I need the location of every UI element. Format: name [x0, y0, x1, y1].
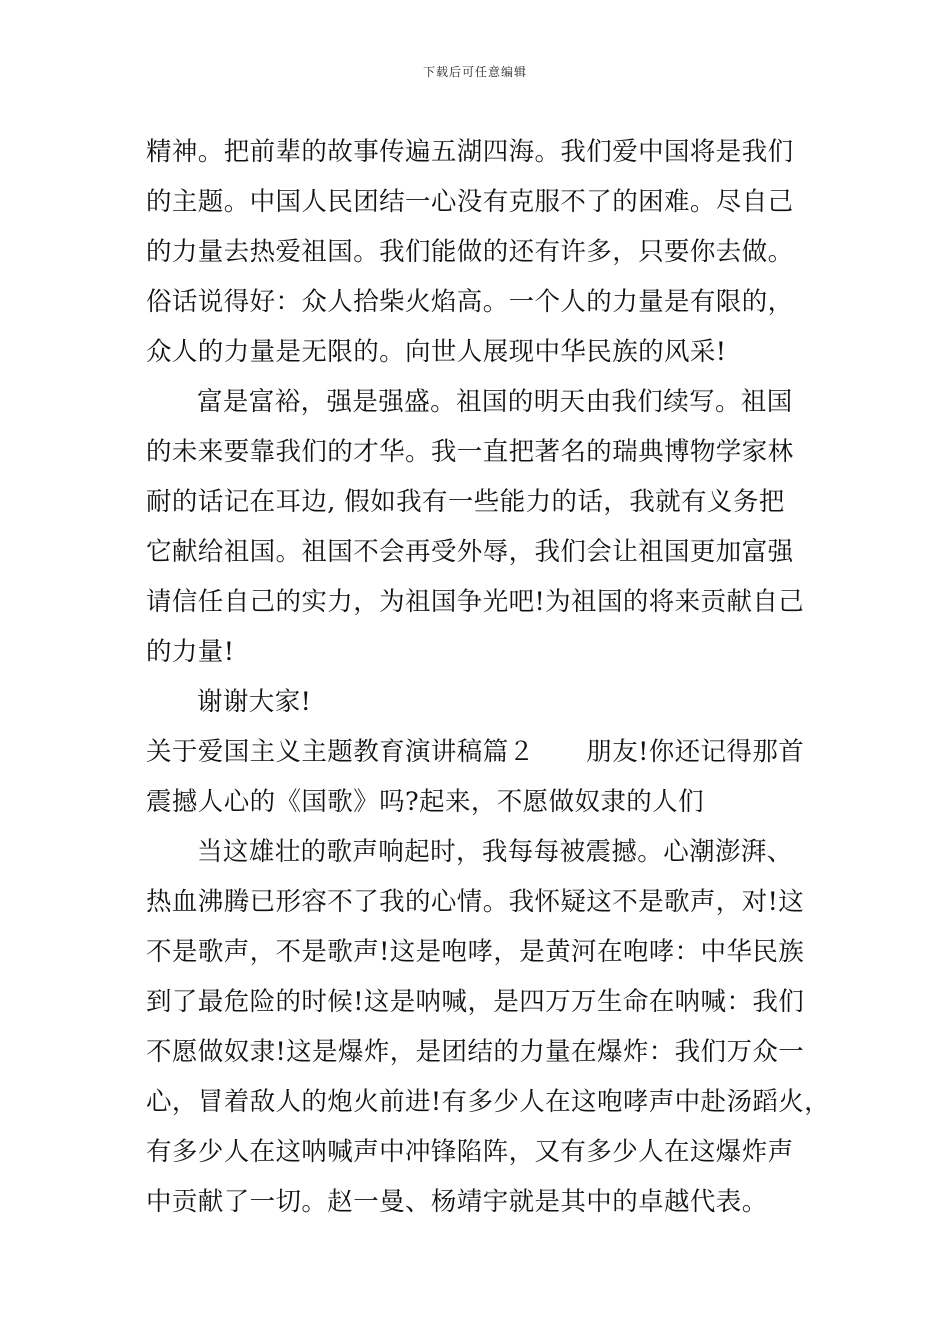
- text-line: 中贡献了一切。赵一曼、杨靖宇就是其中的卓越代表。: [146, 1187, 768, 1217]
- text-line: 心，冒着敌人的炮火前进!有多少人在这咆哮声中赴汤蹈火，: [146, 1087, 831, 1117]
- text-line: 俗话说得好：众人拾柴火焰高。一个人的力量是有限的，: [146, 287, 794, 317]
- text-line: 精神。把前辈的故事传遍五湖四海。我们爱中国将是我们: [146, 137, 794, 167]
- text-line: 耐的话记在耳边, 假如我有一些能力的话，我就有义务把: [146, 487, 785, 517]
- text-line-paragraph-start: 当这雄壮的歌声响起时，我每每被震撼。心潮澎湃、: [197, 837, 793, 867]
- text-line: 的力量去热爱祖国。我们能做的还有许多，只要你去做。: [146, 237, 794, 267]
- text-line: 不愿做奴隶!这是爆炸，是团结的力量在爆炸：我们万众一: [146, 1037, 805, 1067]
- section-heading-line: 关于爱国主义主题教育演讲稿篇２ 朋友!你还记得那首: [146, 737, 805, 767]
- text-line: 的主题。中国人民团结一心没有克服不了的困难。尽自己: [146, 187, 794, 217]
- text-line: 有多少人在这呐喊声中冲锋陷阵，又有多少人在这爆炸声: [146, 1137, 794, 1167]
- text-line-paragraph-start: 富是富裕，强是强盛。祖国的明天由我们续写。祖国: [197, 387, 793, 417]
- text-line: 它献给祖国。祖国不会再受外辱，我们会让祖国更加富强: [146, 537, 794, 567]
- text-line: 到了最危险的时候!这是呐喊，是四万万生命在呐喊：我们: [146, 987, 805, 1017]
- text-line-closing: 谢谢大家!: [197, 687, 312, 717]
- document-body: [146, 127, 836, 1227]
- text-line: 震撼人心的《国歌》吗?起来，不愿做奴隶的人们: [146, 787, 704, 817]
- text-line: 热血沸腾已形容不了我的心情。我怀疑这不是歌声，对!这: [146, 887, 805, 917]
- page-header-note: 下载后可任意编辑: [422, 65, 527, 79]
- text-line: 请信任自己的实力，为祖国争光吧!为祖国的将来贡献自己: [146, 587, 805, 617]
- text-line: 众人的力量是无限的。向世人展现中华民族的风采!: [146, 337, 727, 367]
- text-line: 的未来要靠我们的才华。我一直把著名的瑞典博物学家林: [146, 437, 794, 467]
- text-line: 的力量!: [146, 637, 235, 667]
- text-line: 不是歌声，不是歌声!这是咆哮，是黄河在咆哮：中华民族: [146, 937, 805, 967]
